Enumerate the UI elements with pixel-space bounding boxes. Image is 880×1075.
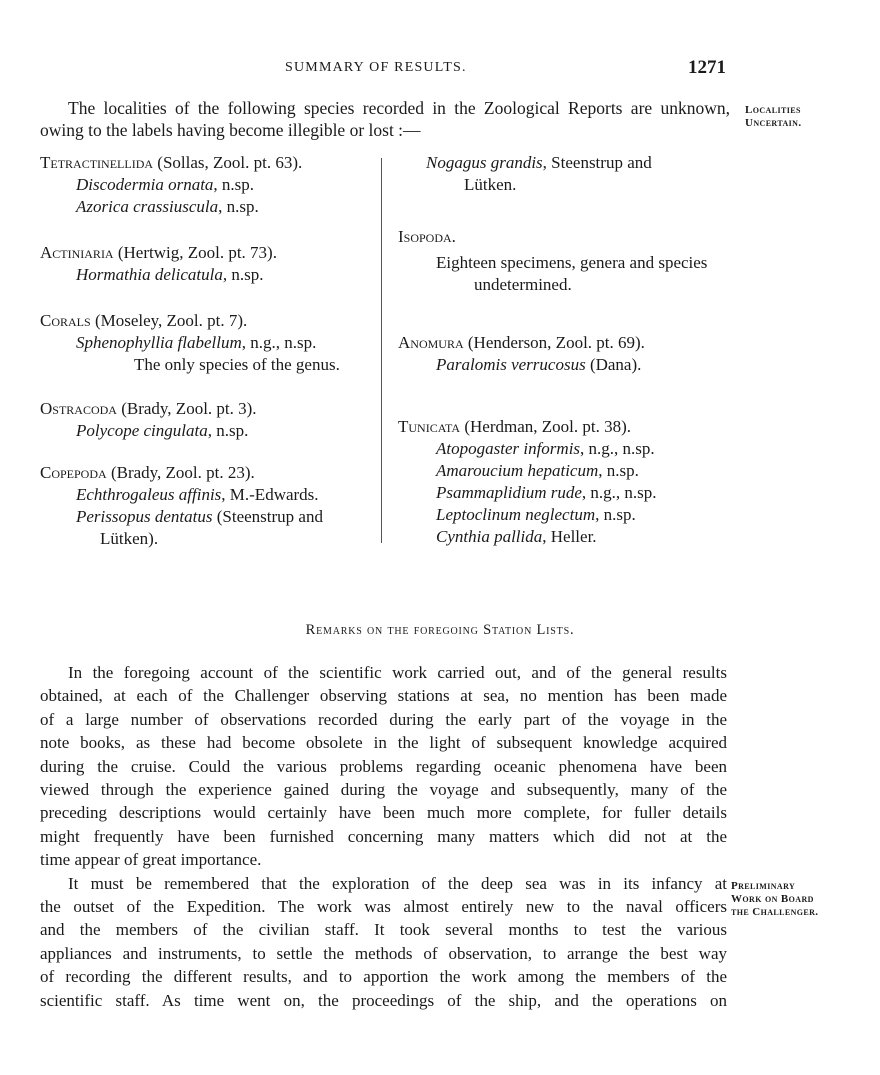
text-line: might frequently have been furnished concerning many matters which did not at the [40,826,727,846]
sidenote-localities-line-1: Localities [745,104,801,116]
text-line: note books, as these had become obsolete in the light of subsequent knowledge acquired [40,733,727,753]
species-note: , n.sp. [595,505,636,524]
species-note: , Heller. [542,527,597,546]
species-entry [398,460,738,482]
species-entry [398,152,738,174]
isopoda-note-line-2: undetermined. [474,275,572,294]
intro-line-2: owing to the labels having become illegible or lost :— [40,120,421,140]
species-note-continuation: Lütken). [100,529,159,548]
group-reference: (Brady, Zool. pt. 3). [116,399,257,418]
species-entry [398,526,738,548]
species-entry [40,420,375,442]
species-note: , n.sp. [222,265,264,284]
species-entry [398,482,738,504]
species-name: Paralomis verrucosus [436,355,586,374]
column-divider [381,158,382,543]
species-note: , n.sp. [213,175,255,194]
species-entry [40,506,375,528]
text-line: preceding descriptions would certainly have been much more complete, for fuller details [40,803,727,823]
group-isopoda [398,226,738,296]
text-line: appliances and instruments, to settle the methods of observation, to arrange the best way [40,943,727,963]
text-line: during the cruise. Could the various problems regarding oceanic phenomena have been [40,756,727,776]
group-reference: (Sollas, Zool. pt. 63). [153,153,303,172]
group-actiniaria [40,242,375,286]
sidenote-preliminary-line-1: Preliminary [731,880,796,892]
group-tetractinellida [40,152,375,218]
text-line: of recording the different results, and to apportion the work among the members of the [40,967,727,987]
group-heading: Isopoda. [398,227,456,246]
text-line: scientific staff. As time went on, the proceedings of the ship, and the operations on [40,990,727,1010]
species-name: Hormathia delicatula [76,265,223,284]
sidenote-preliminary [731,880,818,919]
text-line: obtained, at each of the Challenger observing stations at sea, no mention has been made [40,686,727,706]
text-line: and the members of the civilian staff. It took several months to test the various [40,920,727,940]
sidenote-preliminary-line-3: the Challenger. [731,906,819,918]
species-entry [398,504,738,526]
group-heading: Anomura [398,333,464,352]
species-name: Amaroucium hepaticum [436,461,599,480]
species-note: , n.sp. [598,461,639,480]
group-corals [40,310,375,376]
text-line: It must be remembered that the exploration of the deep sea was in its infancy at [68,873,727,893]
species-note: , M.-Edwards. [221,485,319,504]
text-line: of a large number of observations recorded during the early part of the voyage in the [40,709,727,729]
species-note: , n.sp. [218,197,259,216]
species-entry [398,354,738,376]
species-entry [398,438,738,460]
group-copepoda [40,462,375,550]
intro-line-1: The localities of the following species recorded in the Zoological Reports are unknown, [68,98,730,118]
group-heading: Actiniaria [40,243,114,262]
species-name: Leptoclinum neglectum [436,505,596,524]
group-reference: (Brady, Zool. pt. 23). [106,463,255,482]
group-reference: (Herdman, Zool. pt. 38). [460,417,631,436]
section-title: Remarks on the foregoing Station Lists. [305,622,575,638]
species-note: , n.g., n.sp. [241,333,317,352]
species-name: Perissopus dentatus [76,507,213,526]
group-nogagus [398,152,738,196]
sidenote-localities-line-2: Uncertain. [745,117,802,129]
isopoda-note-line-1: Eighteen specimens, genera and species [436,253,708,272]
species-entry [40,484,375,506]
species-name: Atopogaster informis [436,439,581,458]
intro-paragraph [40,97,730,141]
paragraph-2 [40,872,727,1012]
group-reference: (Henderson, Zool. pt. 69). [463,333,645,352]
species-note: , Steenstrup and [542,153,652,172]
species-name: Azorica crassiuscula [76,197,219,216]
text-line: the outset of the Expedition. The work was almost entirely new to the naval officers [40,897,727,917]
species-note: (Dana). [585,355,642,374]
group-tunicata [398,416,738,548]
species-note: (Steenstrup and [212,507,323,526]
species-name: Psammaplidium rude [436,483,582,502]
text-line: viewed through the experience gained during the voyage and subsequently, many of the [40,780,727,800]
species-name: Nogagus grandis [426,153,543,172]
species-entry [40,264,375,286]
species-entry [40,174,375,196]
species-note: , n.g., n.sp. [580,439,655,458]
group-reference: (Moseley, Zool. pt. 7). [90,311,248,330]
species-name: Polycope cingulata [76,421,208,440]
group-anomura [398,332,738,376]
group-ostracoda [40,398,375,442]
group-heading: Corals [40,311,91,330]
species-name: Sphenophyllia flabellum [76,333,242,352]
sidenote-localities [745,104,802,130]
species-note: , n.g., n.sp. [581,483,657,502]
species-entry [40,332,375,354]
species-name: Echthrogaleus affinis [76,485,222,504]
page-number: 1271 [688,57,726,78]
group-heading: Copepoda [40,463,107,482]
group-heading: Tunicata [398,417,461,436]
species-remark: The only species of the genus. [134,355,340,374]
body-text [40,661,727,1012]
group-heading: Tetractinellida [40,153,154,172]
species-name: Cynthia pallida [436,527,543,546]
species-name: Discodermia ornata [76,175,214,194]
sidenote-preliminary-line-2: Work on Board [731,893,814,905]
group-heading: Ostracoda [40,399,117,418]
text-line: time appear of great importance. [40,850,262,870]
group-reference: (Hertwig, Zool. pt. 73). [113,243,277,262]
species-entry [40,196,375,218]
paragraph-1 [40,661,727,872]
text-line: In the foregoing account of the scientific work carried out, and of the general results [68,663,727,682]
species-note-continuation: Lütken. [464,175,517,194]
species-note: , n.sp. [207,421,249,440]
running-title: SUMMARY OF RESULTS. [285,60,467,75]
